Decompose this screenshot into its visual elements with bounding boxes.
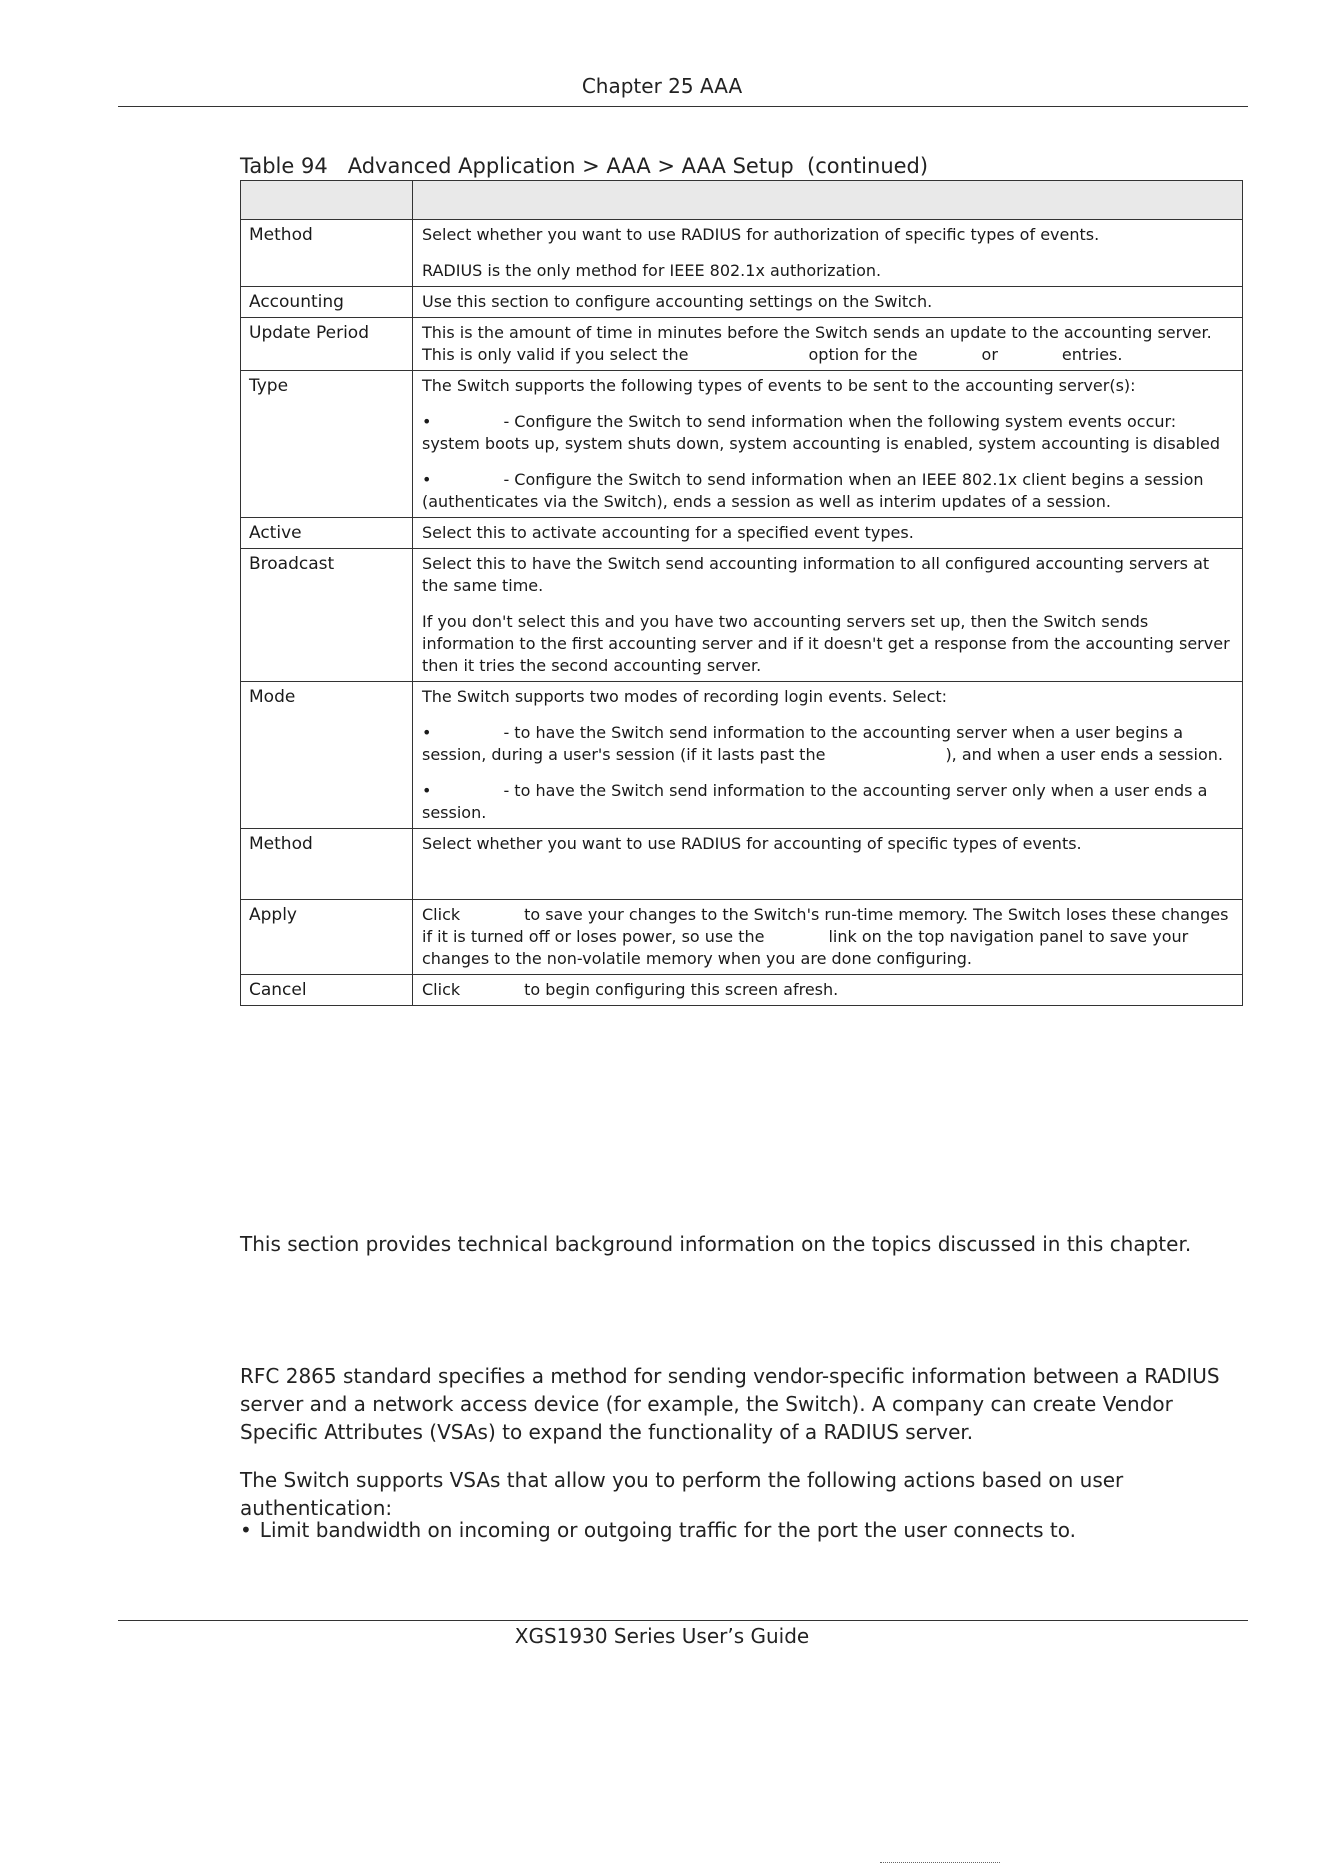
row-description: [413, 829, 1242, 899]
page-footer: XGS1930 Series User’s Guide: [514, 1624, 810, 1648]
footer-rule: [118, 1620, 1248, 1621]
table-header-row: [241, 181, 1242, 219]
table-row: [241, 517, 1242, 548]
description-text: Select this to activate accounting for a specified event types.: [422, 523, 914, 542]
text-run: to save your changes to the Switch's run-time memory. The Switch loses these changes if it is turned off or loses power, so use the: [422, 905, 1229, 946]
description-text: Use this section to configure accounting settings on the Switch.: [422, 292, 933, 311]
text-run: - to have the Switch send information to the accounting server only when a user ends a session.: [422, 781, 1208, 822]
table-caption: Table 94 Advanced Application > AAA > AAA Setup (continued): [240, 154, 929, 178]
description-text: The Switch supports two modes of recording login events. Select:: [422, 687, 948, 706]
description-text: [422, 904, 1234, 970]
bullet-item: [422, 780, 1234, 824]
text-run: ), and when a user ends a session.: [945, 745, 1223, 764]
bullet-item: [240, 1516, 1250, 1544]
text-run: This is the amount of time in minutes before the Switch sends an update to the accounting server. This is only valid if you select the: [422, 323, 1212, 364]
bullet-text: Limit bandwidth on incoming or outgoing traffic for the port the user connects to.: [259, 1518, 1076, 1542]
description-text: Select whether you want to use RADIUS for accounting of specific types of events.: [422, 834, 1082, 853]
supports-paragraph: The Switch supports VSAs that allow you to perform the following actions based on user authentication:: [240, 1468, 1124, 1520]
row-label: Cancel: [241, 975, 413, 1005]
row-label: Method: [241, 220, 413, 286]
text-run: or: [981, 345, 998, 364]
text-run: - Configure the Switch to send information when an IEEE 802.1x client begins a session (authenticates via the Switch), ends a session as well as interim updates of a session.: [422, 470, 1204, 511]
description-text: [422, 322, 1234, 366]
table-row: [241, 219, 1242, 286]
bullet-mark: •: [422, 723, 432, 742]
description-text: If you don't select this and you have two accounting servers set up, then the Switch sends information to the first accounting server and if it doesn't get a response from the accounting server then it tries the second accounting server.: [422, 612, 1230, 675]
table-row: [241, 370, 1242, 517]
table-row: [241, 974, 1242, 1005]
text-run: option for the: [808, 345, 918, 364]
row-description: [413, 975, 1242, 1005]
row-label: Method: [241, 829, 413, 899]
bullet-mark: •: [422, 781, 432, 800]
table-row: [241, 317, 1242, 370]
bullet-mark: •: [422, 412, 432, 431]
description-text: [422, 979, 1234, 1001]
header-desc-cell: [413, 181, 1242, 219]
header-label-cell: [241, 181, 413, 219]
aaa-setup-table: [240, 180, 1243, 1006]
text-run: - to have the Switch send information to the accounting server when a user begins a session, during a user's session (if it lasts past the: [422, 723, 1184, 764]
row-label: Active: [241, 518, 413, 548]
text-run: - Configure the Switch to send information when the following system events occur: system boots up, system shuts down, system accounting is enabled, system accounting is disabled: [422, 412, 1221, 453]
row-label: Apply: [241, 900, 413, 974]
text-run: entries.: [1061, 345, 1123, 364]
bullet-item: [422, 722, 1234, 766]
description-text: The Switch supports the following types of events to be sent to the accounting server(s):: [422, 376, 1136, 395]
bullet-mark: •: [240, 1518, 252, 1542]
row-description: [413, 518, 1242, 548]
row-description: [413, 900, 1242, 974]
row-description: [413, 318, 1242, 370]
text-run: link on the top navigation panel to save your changes to the non-volatile memory when you are done configuring.: [422, 927, 1189, 968]
row-label: Update Period: [241, 318, 413, 370]
row-description: [413, 371, 1242, 517]
description-text: Select whether you want to use RADIUS for authorization of specific types of events.: [422, 225, 1100, 244]
bullet-item: [422, 411, 1234, 455]
row-label: Type: [241, 371, 413, 517]
description-text: Select this to have the Switch send accounting information to all configured accounting servers at the same time.: [422, 554, 1210, 595]
text-run: to begin configuring this screen afresh.: [524, 980, 839, 999]
row-description: [413, 287, 1242, 317]
intro-paragraph: This section provides technical background information on the topics discussed in this chapter.: [240, 1232, 1192, 1256]
table-row: [241, 828, 1242, 899]
table-row: [241, 286, 1242, 317]
table-row: [241, 548, 1242, 681]
rfc-paragraph: RFC 2865 standard specifies a method for sending vendor-specific information between a RADIUS server and a network access device (for example, the Switch). A company can create Vendor Specific Attributes (VSAs) to expand the functionality of a RADIUS server.: [240, 1364, 1220, 1444]
row-label: Accounting: [241, 287, 413, 317]
text-run: Click: [422, 980, 461, 999]
row-description: [413, 220, 1242, 286]
table-row: [241, 681, 1242, 828]
table-row: [241, 899, 1242, 974]
bullet-item: [422, 469, 1234, 513]
text-run: Click: [422, 905, 461, 924]
scan-artifact: [880, 1862, 1000, 1865]
bullet-mark: •: [422, 470, 432, 489]
row-description: [413, 549, 1242, 681]
chapter-header: Chapter 25 AAA: [581, 74, 743, 98]
description-text: RADIUS is the only method for IEEE 802.1x authorization.: [422, 261, 882, 280]
row-label: Mode: [241, 682, 413, 828]
row-label: Broadcast: [241, 549, 413, 681]
row-description: [413, 682, 1242, 828]
header-rule: [118, 106, 1248, 107]
